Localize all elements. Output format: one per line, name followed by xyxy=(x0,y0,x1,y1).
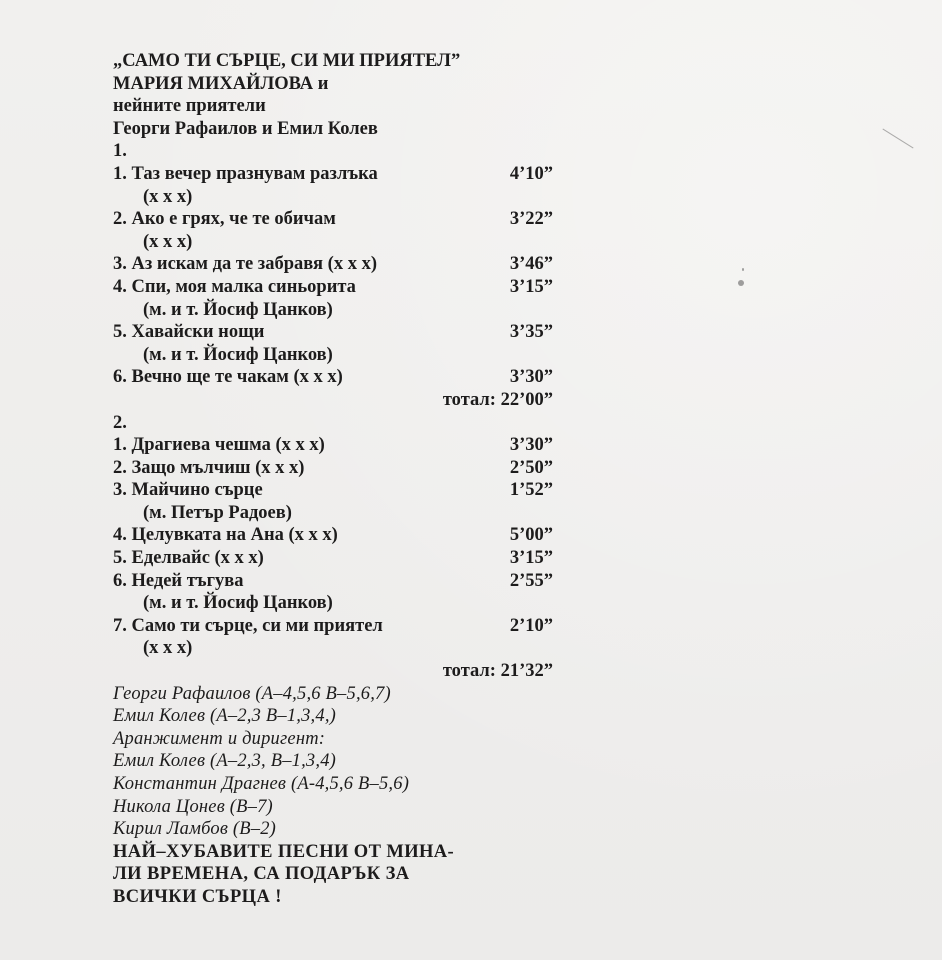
slogan-line: ЛИ ВРЕМЕНА, СА ПОДАРЪК ЗА xyxy=(113,864,410,885)
track-row xyxy=(113,615,553,638)
track-row xyxy=(113,434,553,457)
ink-speck xyxy=(738,280,744,286)
track-title: 5. Хавайски нощи xyxy=(113,322,265,343)
credit-line: Георги Рафаилов (А–4,5,6 В–5,6,7) xyxy=(113,683,391,704)
track-title: 1. Таз вечер празнувам разлъка xyxy=(113,163,378,184)
track-duration: 3’46” xyxy=(509,254,553,275)
track-duration: 3’15” xyxy=(509,548,553,569)
side-2-total: тотал: 21’32” xyxy=(442,661,553,682)
credit-line: Константин Драгнев (А-4,5,6 В–5,6) xyxy=(113,774,410,794)
track-row xyxy=(113,253,553,276)
track-credit: (м. и т. Йосиф Цанков) xyxy=(143,299,333,320)
track-title: 3. Аз искам да те забравя (x x x) xyxy=(113,254,377,275)
track-credit: (м. и т. Йосиф Цанков) xyxy=(143,593,333,614)
track-row xyxy=(113,524,553,547)
track-title: 5. Еделвайс (x x x) xyxy=(113,548,264,569)
track-title: 4. Спи, моя малка синьорита xyxy=(113,276,356,297)
track-duration: 3’30” xyxy=(509,367,553,388)
side-1-tracks xyxy=(113,163,553,389)
track-duration: 3’30” xyxy=(509,435,553,456)
track-title: 2. Защо мълчиш (x x x) xyxy=(113,457,305,478)
credit-line: Никола Цонев (В–7) xyxy=(113,796,273,817)
track-duration: 3’15” xyxy=(509,276,553,297)
album-title: „САМО ТИ СЪРЦЕ, СИ МИ ПРИЯТЕЛ” xyxy=(113,51,461,71)
slogan-line: ВСИЧКИ СЪРЦА ! xyxy=(113,886,282,907)
track-duration: 2’10” xyxy=(509,615,553,636)
track-row xyxy=(113,366,553,389)
side-1-total: тотал: 22’00” xyxy=(442,389,553,410)
credit-line: Кирил Ламбов (В–2) xyxy=(113,819,276,840)
friends-names: Георги Рафаилов и Емил Колев xyxy=(113,118,378,139)
track-row xyxy=(113,547,553,570)
paper-scratch xyxy=(882,129,913,149)
track-row xyxy=(113,457,553,480)
credit-heading: Аранжимент и диригент: xyxy=(113,728,326,749)
track-duration: 2’55” xyxy=(509,570,553,591)
track-title: 6. Вечно ще те чакам (x x x) xyxy=(113,367,343,388)
track-title: 6. Недей тъгува xyxy=(113,570,244,591)
side-2-label: 2. xyxy=(113,412,127,433)
track-credit: (x x x) xyxy=(143,638,193,659)
track-row xyxy=(113,163,553,186)
track-row xyxy=(113,208,553,231)
track-credit: (x x x) xyxy=(143,231,193,252)
track-duration: 2’50” xyxy=(509,457,553,478)
track-row xyxy=(113,321,553,344)
track-title: 2. Ако е грях, че те обичам xyxy=(113,209,336,230)
side-1-label: 1. xyxy=(113,141,127,162)
track-credit: (м. и т. Йосиф Цанков) xyxy=(143,344,333,365)
track-duration: 5’00” xyxy=(509,525,553,546)
track-title: 3. Майчино сърце xyxy=(113,480,263,501)
track-row xyxy=(113,479,553,502)
track-duration: 3’22” xyxy=(509,209,553,230)
side-2-tracks xyxy=(113,434,553,660)
credit-line: Емил Колев (А–2,3, В–1,3,4) xyxy=(113,751,337,772)
artist-name: МАРИЯ МИХАЙЛОВА и xyxy=(113,73,329,94)
slogan-line: НАЙ–ХУБАВИТЕ ПЕСНИ ОТ МИНА- xyxy=(113,841,455,862)
track-row xyxy=(113,276,553,299)
track-credit: (x x x) xyxy=(143,186,193,207)
credit-line: Емил Колев (А–2,3 В–1,3,4,) xyxy=(113,706,337,727)
track-credit: (м. Петър Радоев) xyxy=(143,502,292,523)
track-duration: 1’52” xyxy=(509,480,553,501)
performer-credits xyxy=(113,683,553,841)
slogan xyxy=(113,841,553,909)
track-title: 7. Само ти сърце, си ми приятел xyxy=(113,615,383,636)
track-title: 1. Драгиева чешма (x x x) xyxy=(113,435,325,456)
track-duration: 3’35” xyxy=(509,322,553,343)
friends-label: нейните приятели xyxy=(113,96,266,117)
track-listing xyxy=(113,50,553,909)
track-row xyxy=(113,570,553,593)
ink-speck xyxy=(742,268,744,271)
track-duration: 4’10” xyxy=(509,163,553,184)
track-title: 4. Целувката на Ана (x x x) xyxy=(113,525,338,546)
